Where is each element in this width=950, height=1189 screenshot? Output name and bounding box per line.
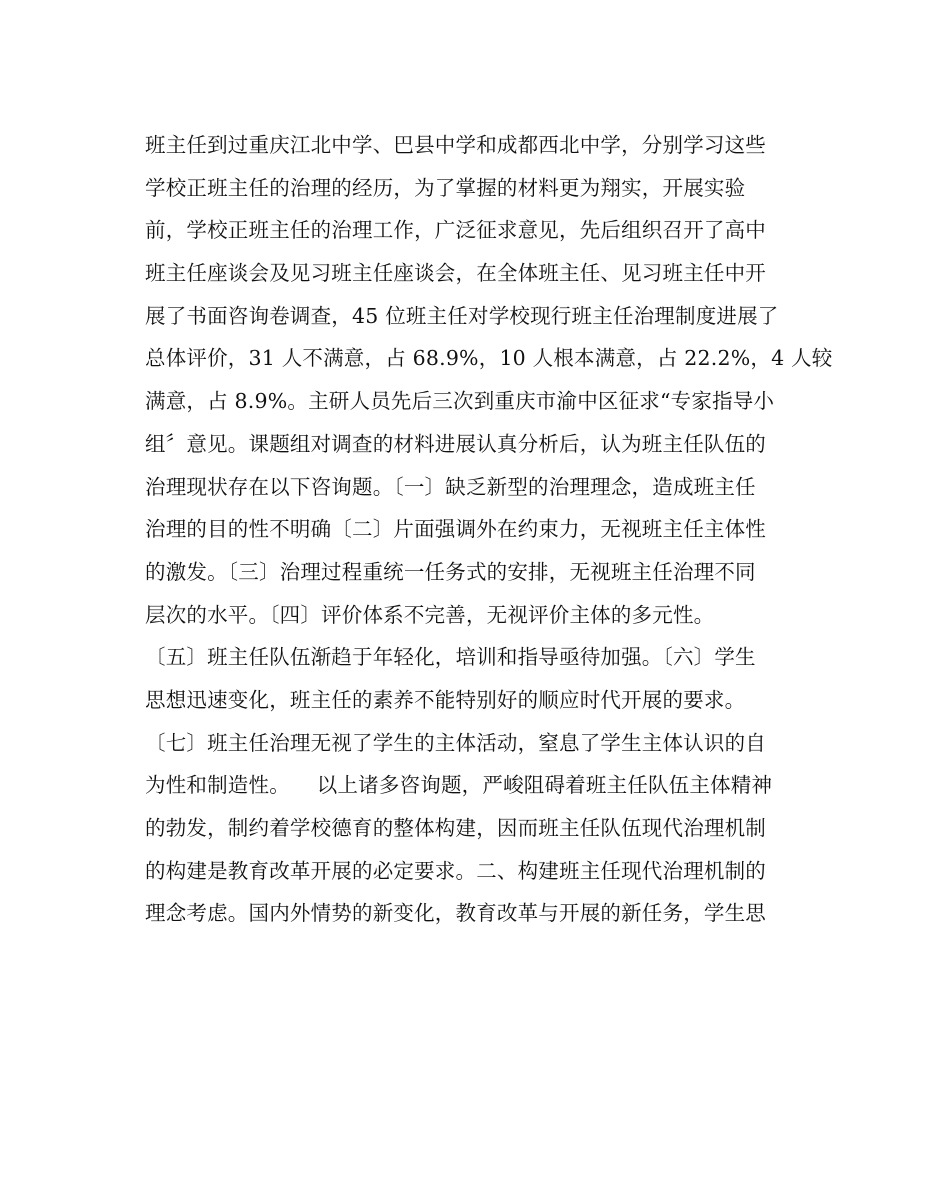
text-line: 前，学校正班主任的治理工作，广泛征求意见，先后组织召开了高中	[145, 218, 766, 243]
text-line: 理念考虑。国内外情势的新变化，教育改革与开展的新任务，学生思	[145, 901, 766, 926]
text-line: 〔七〕班主任治理无视了学生的主体活动，窒息了学生主体认识的自	[145, 730, 766, 755]
text-line: 展了书面咨询卷调查，45 位班主任对学校现行班主任治理制度进展了	[145, 303, 779, 328]
text-line: 层次的水平。〔四〕评价体系不完善，无视评价主体的多元性。	[145, 602, 715, 627]
text-line: 思想迅速变化，班主任的素养不能特别好的顺应时代开展的要求。	[145, 687, 746, 712]
text-line: 为性和制造性。 以上诸多咨询题，严峻阻碍着班主任队伍主体精神	[145, 773, 773, 798]
text-line: 班主任座谈会及见习班主任座谈会，在全体班主任、见习班主任中开	[145, 261, 766, 286]
text-line: 的激发。〔三〕治理过程重统一任务式的安排，无视班主任治理不同	[145, 559, 756, 584]
text-line: 学校正班主任的治理的经历，为了掌握的材料更为翔实，开展实验	[145, 175, 746, 200]
text-line: 的构建是教育改革开展的必定要求。二、构建班主任现代治理机制的	[145, 858, 766, 883]
text-line: 组〞意见。课题组对调查的材料进展认真分析后，认为班主任队伍的	[145, 431, 766, 456]
text-line: 治理现状存在以下咨询题。〔一〕缺乏新型的治理理念，造成班主任	[145, 474, 756, 499]
text-line: 的勃发，制约着学校德育的整体构建，因而班主任队伍现代治理机制	[145, 816, 766, 840]
body-text	[145, 124, 833, 935]
text-line: 班主任到过重庆江北中学、巴县中学和成都西北中学，分别学习这些	[145, 133, 766, 157]
text-line: 〔五〕班主任队伍渐趋于年轻化，培训和指导亟待加强。〔六〕学生	[145, 645, 756, 670]
text-line: 治理的目的性不明确〔二〕片面强调外在约束力，无视班主任主体性	[145, 517, 766, 542]
text-line: 总体评价，31 人不满意，占 68.9%，10 人根本满意，占 22.2%，4 人较	[145, 346, 833, 371]
text-line: 满意，占 8.9%。主研人员先后三次到重庆市渝中区征求“专家指导小	[145, 389, 775, 414]
